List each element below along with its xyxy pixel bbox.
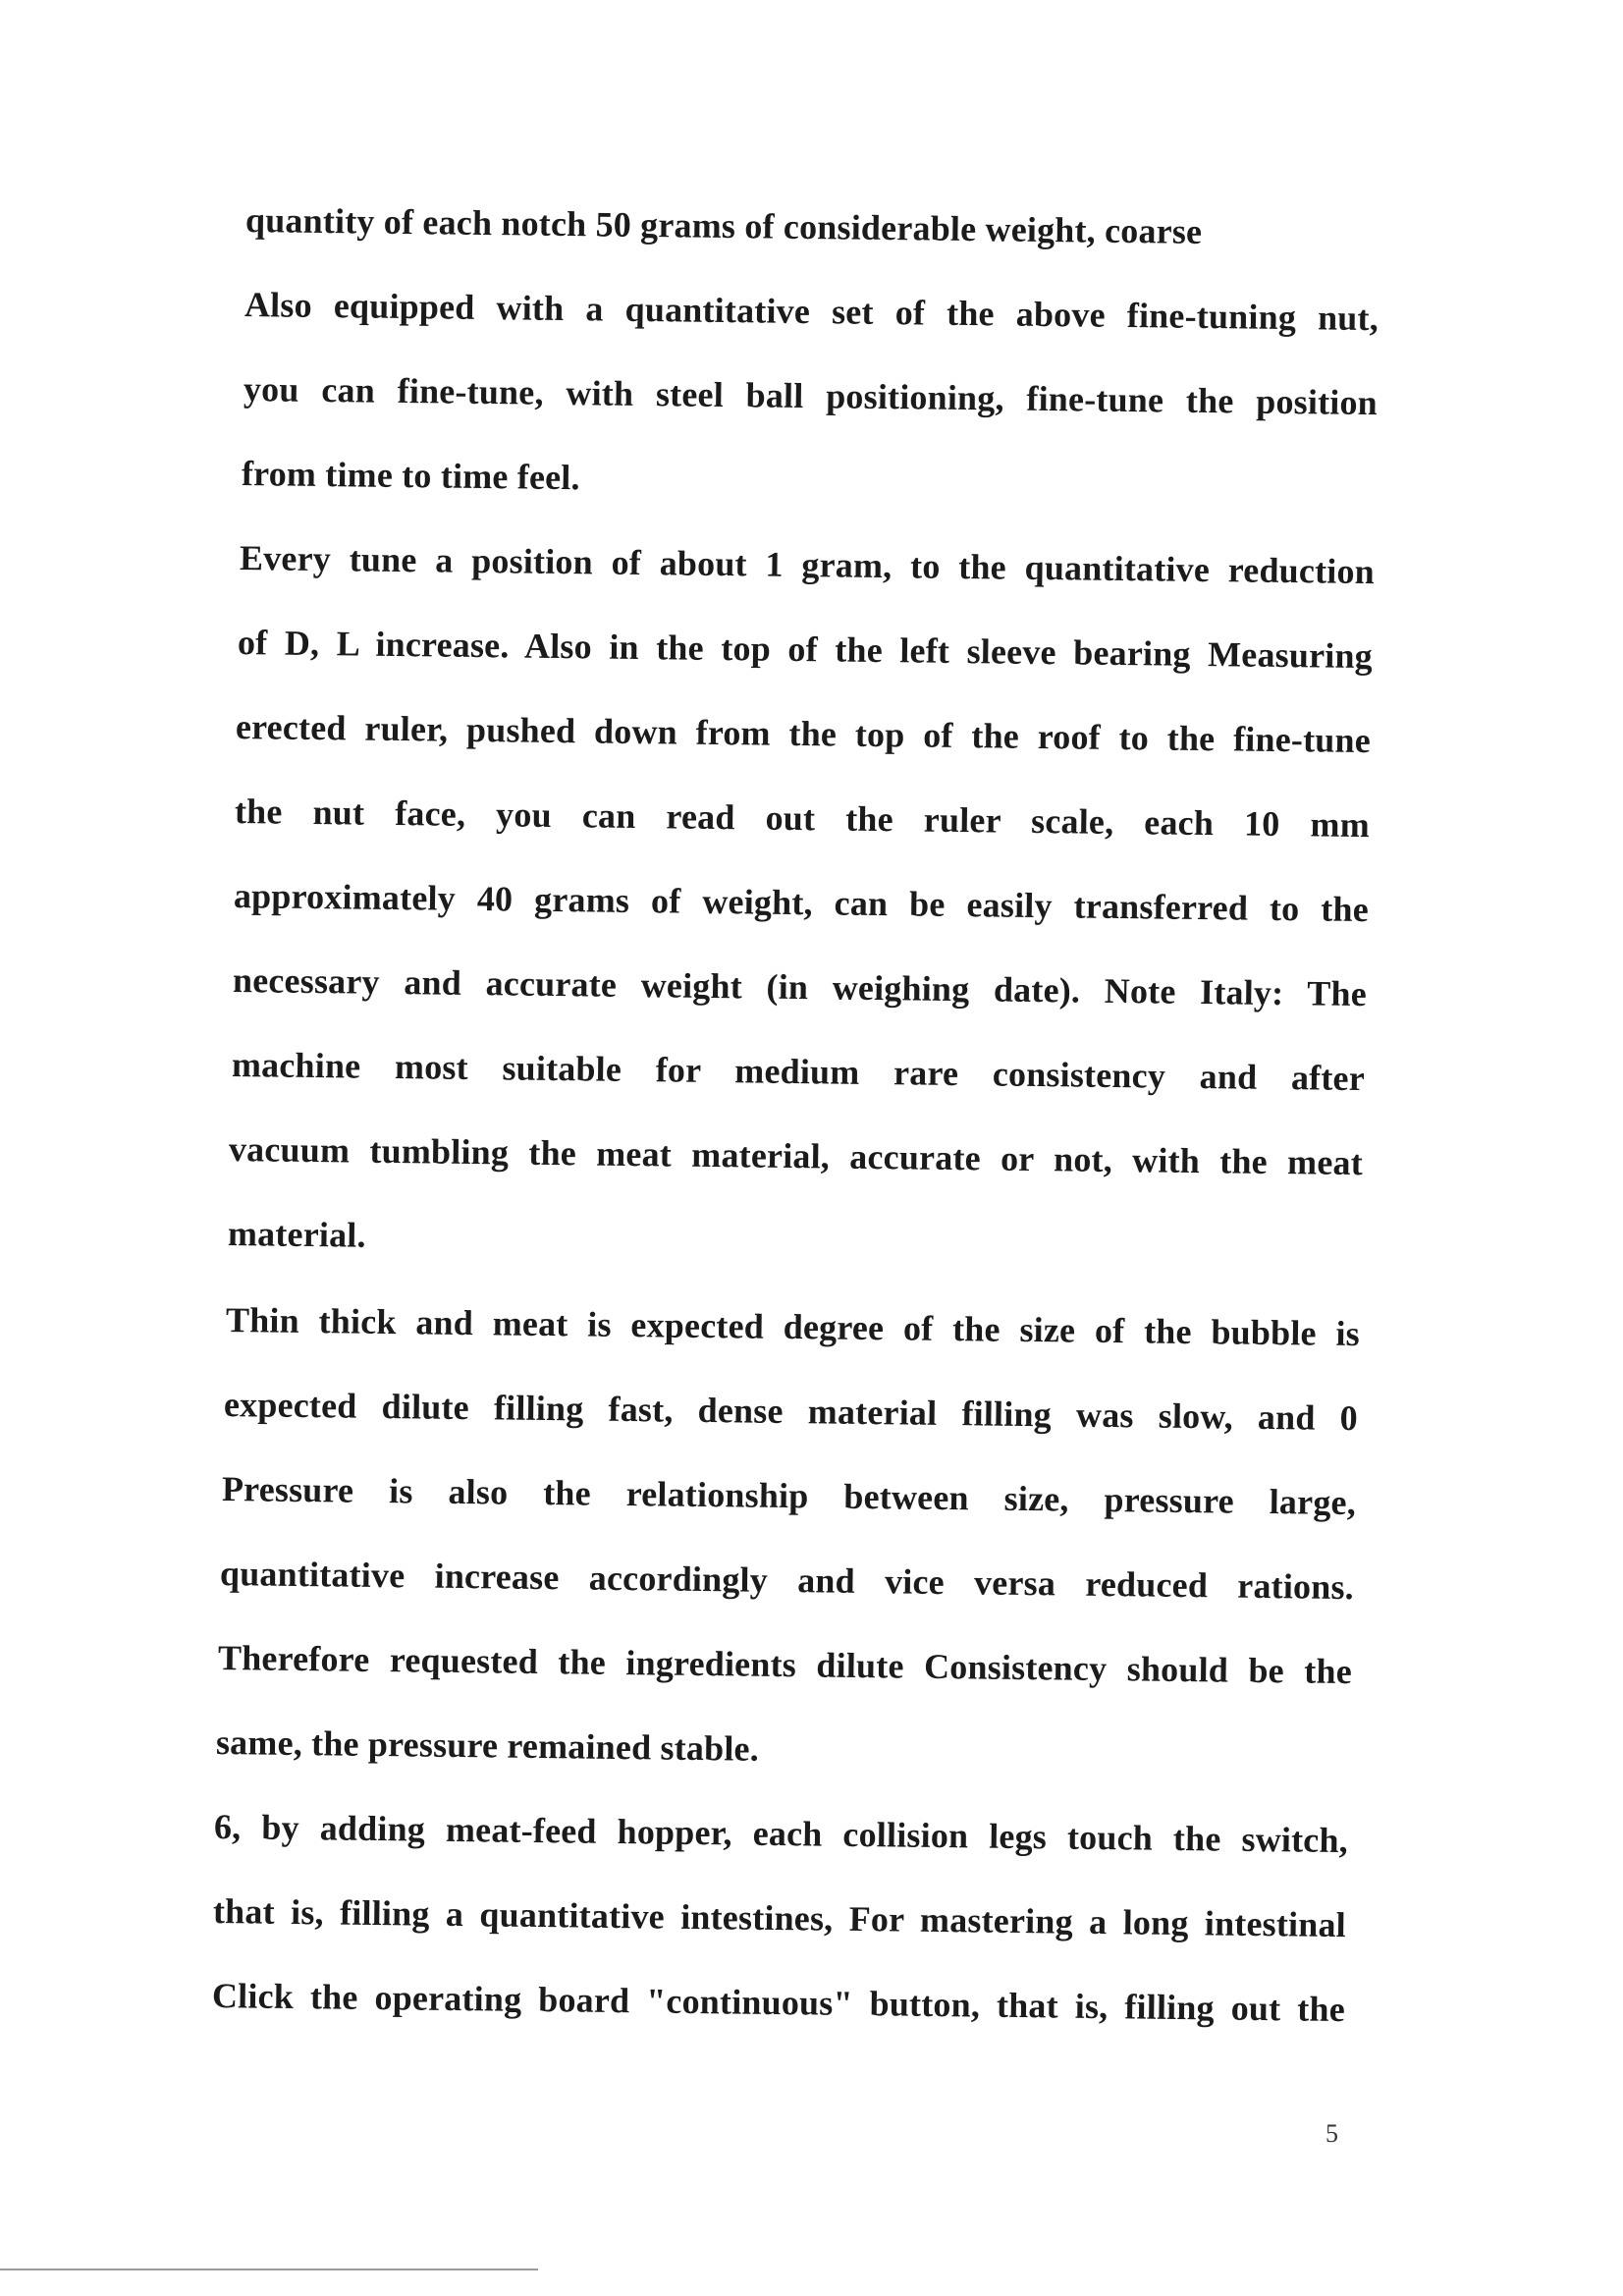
text-line: that is, filling a quantitative intestines, For mastering a long intestinal [212, 1891, 1347, 1945]
text-line: necessary and accurate weight (in weighing date). Note Italy: The [232, 960, 1368, 1014]
text-line: Pressure is also the relationship between size, pressure large, [221, 1469, 1357, 1523]
text-line: Therefore requested the ingredients dilute Consistency should be the [217, 1638, 1353, 1692]
text-line: of D, L increase. Also in the top of the left sleeve bearing Measuring [237, 623, 1374, 677]
text-line: machine most suitable for medium rare consistency and after [231, 1045, 1366, 1099]
text-line: 6, by adding meat-feed hopper, each collision legs touch the switch, [213, 1807, 1349, 1861]
text-line: material. [227, 1214, 366, 1255]
text-line: vacuum tumbling the meat material, accurate or not, with the meat [228, 1129, 1364, 1183]
text-line: Every tune a position of about 1 gram, to the quantitative reduction [239, 538, 1376, 592]
text-line: the nut face, you can read out the ruler scale, each 10 mm [234, 792, 1371, 846]
text-line: from time to time feel. [241, 454, 580, 498]
text-line: Click the operating board "continuous" button, that is, filling out the [211, 1976, 1346, 2030]
text-line: erected ruler, pushed down from the top of the roof to the fine-tune [235, 707, 1372, 761]
text-line: quantitative increase accordingly and vice versa reduced rations. [219, 1554, 1355, 1608]
text-line: approximately 40 grams of weight, can be easily transferred to the [233, 876, 1370, 930]
text-line: Thin thick and meat is expected degree of the size of the bubble is [225, 1300, 1361, 1354]
text-line: expected dilute filling fast, dense material filling was slow, and 0 [223, 1385, 1359, 1439]
text-line: Also equipped with a quantitative set of the above fine-tuning nut, [243, 285, 1380, 339]
scan-edge-rule [0, 2269, 538, 2270]
text-line: quantity of each notch 50 grams of considerable weight, coarse [244, 200, 1203, 251]
page-number: 5 [1325, 2119, 1338, 2148]
text-line: same, the pressure remained stable. [215, 1722, 760, 1769]
text-line: you can fine-tune, with steel ball positioning, fine-tune the position [243, 369, 1379, 423]
